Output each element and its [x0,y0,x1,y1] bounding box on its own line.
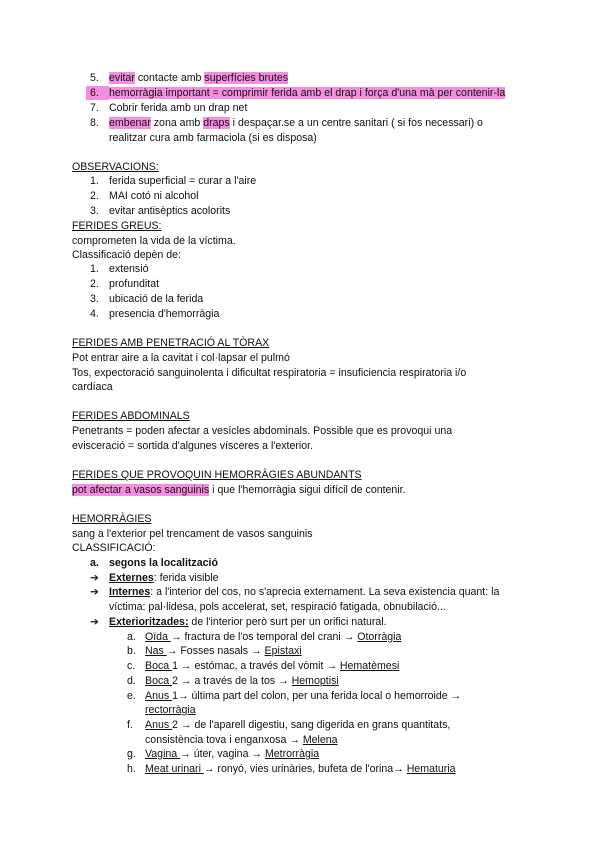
list-item: ubicació de la ferida [109,293,204,305]
section-title-ferides-greus: FERIDES GREUS: [72,220,162,232]
internes-item: Internes: a l'interior del cos, no s'aprecia externament. La seva existencia quant: la [109,586,500,598]
list-number: 2. [90,190,99,202]
step-5-number: 5. [90,72,99,84]
sub-item-anus-2-cont: consistència tova i enganxosa → Melena [145,734,338,746]
list-letter: b. [127,645,136,657]
paragraph: evisceració = sortida d'algunes vísceres a l'exterior. [72,440,314,452]
list-number: 1. [90,175,99,187]
list-item: presencia d'hemorràgia [109,308,220,320]
paragraph: Pot entrar aire a la cavitat i col·lapsar el pulmó [72,352,290,364]
exterioritzades-item: Exterioritzades: de l'interior però surt per un orifici natural. [109,616,387,628]
sub-item-boca-1: Boca 1 → estómac, a través del vòmit → Hematèmesi [145,660,400,672]
list-number: 3. [90,293,99,305]
list-number: 2. [90,278,99,290]
list-number: 1. [90,263,99,275]
list-item: extensió [109,263,149,275]
sub-item-vagina: Vagina → úter, vagina → Metrorràgia [145,748,320,760]
paragraph: cardíaca [72,381,113,393]
paragraph: Tos, expectoració sanguinolenta i dificultat respiratoria = insuficiencia respiratoria i/o [72,367,467,379]
highlight: evitar [109,72,135,84]
highlight: superfícies brutes [204,72,289,84]
list-item: ferida superficial = curar a l'aire [109,175,257,187]
externes-item: Externes: ferida visible [109,572,219,584]
paragraph: sang a l'exterior pel trencament de vasos sanguinis [72,528,313,540]
step-6 [109,86,505,100]
section-title-torax: FERIDES AMB PENETRACIÓ AL TÒRAX [72,337,270,349]
step-5: evitar contacte amb superfícies brutes [109,72,289,84]
section-title-observacions: OBSERVACIONS: [72,161,159,173]
highlight: pot afectar a vasos sanguinis [72,484,210,496]
paragraph: Classificació depèn de: [72,249,181,261]
highlight: hemorràgia important = comprimir ferida amb el drap i força d'una mà per contenir-la [109,87,506,99]
subheading: segons la localització [109,557,218,569]
step-6-number: 6. [90,87,99,99]
paragraph: comprometen la vida de la víctima. [72,235,236,247]
section-title-hemorragies: HEMORRÀGIES [72,513,152,525]
list-letter: c. [127,660,136,672]
list-item: evitar antisèptics acolorits [109,205,231,217]
list-item: profunditat [109,278,160,290]
list-letter: f. [127,719,133,731]
sub-item-anus-1-result: rectorràgia [145,704,196,716]
paragraph: CLASSIFICACIÓ: [72,542,156,554]
sub-item-nas: Nas → Fosses nasals → Epistaxi [145,645,302,657]
sub-item-anus-1: Anus 1→ última part del colon, per una ferida local o hemorroide → [145,690,462,702]
step-8: embenar zona amb draps i despaçar.se a un centre sanitari ( si fos necessari) o [109,117,483,129]
paragraph: pot afectar a vasos sanguinis i que l'hemorràgia sigui difícil de contenir. [72,484,406,496]
highlight: draps [203,117,230,129]
list-number: 3. [90,205,99,217]
step-7: Cobrir ferida amb un drap net [109,102,248,114]
paragraph: Penetrants = poden afectar a vesícles abdominals. Possible que es provoqui una [72,425,453,437]
arrow-bullet-icon: ➔ [90,586,99,598]
sub-item-anus-2: Anus 2 → de l'aparell digestiu, sang digerida en grans quantitats, [145,719,451,731]
list-letter: d. [127,675,136,687]
section-title-abundants: FERIDES QUE PROVOQUIN HEMORRÀGIES ABUNDANTS [72,469,362,481]
sub-item-boca-2: Boca 2 → a través de la tos → Hemoptisi [145,675,339,687]
sub-item-meat-urinari: Meat urinari → ronyó, vies urinàries, bufeta de l'orina→ Hematuria [145,763,456,775]
step-8-cont: realitzar cura amb farmaciola (si es disposa) [109,132,317,144]
list-letter: a. [127,631,136,643]
list-letter: g. [127,748,136,760]
step-7-number: 7. [90,102,99,114]
step-8-number: 8. [90,117,99,129]
sub-item-oida: Oïda → fractura de l'os temporal del crani → Otorràgia [145,631,402,643]
arrow-bullet-icon: ➔ [90,572,99,584]
list-item: MAI cotó ni alcohol [109,190,199,202]
arrow-bullet-icon: ➔ [90,616,99,628]
list-letter: a. [90,557,99,569]
list-number: 4. [90,308,99,320]
highlight: embenar [109,117,151,129]
section-title-abdominals: FERIDES ABDOMINALS [72,410,190,422]
internes-item-cont: víctima: pal·lidesa, pols accelerat, set, respiració fatigada, obnubilació... [109,601,446,613]
list-letter: e. [127,690,136,702]
list-letter: h. [127,763,136,775]
